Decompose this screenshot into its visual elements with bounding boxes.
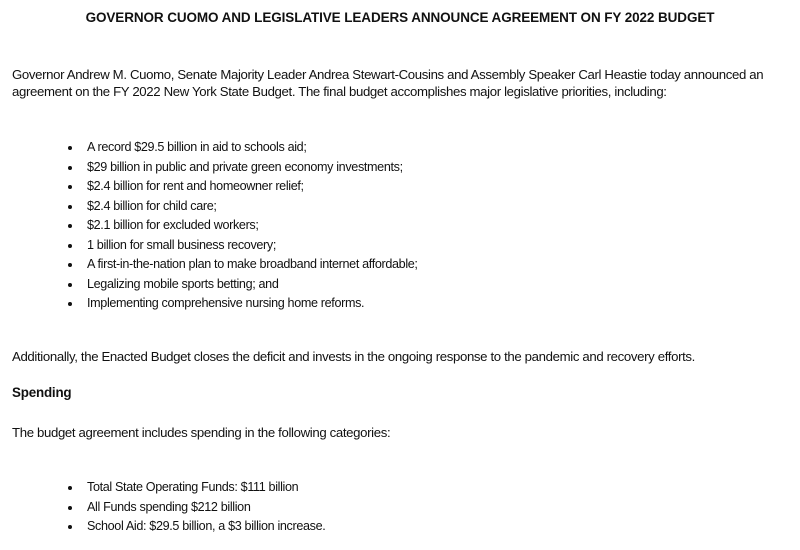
additionally-paragraph: Additionally, the Enacted Budget closes the deficit and invests in the ongoing response to the pandemic and recovery efforts. bbox=[12, 349, 695, 364]
intro-paragraph: Governor Andrew M. Cuomo, Senate Majority Leader Andrea Stewart-Cousins and Assembly Speaker Carl Heastie today announced an agreement on the FY 2022 New York State Budget. The final budget accomplishes major legislative priorities, including: bbox=[12, 67, 764, 99]
list-item: All Funds spending $212 billion bbox=[68, 498, 325, 518]
list-item: $29 billion in public and private green economy investments; bbox=[68, 158, 418, 178]
list-item: A first-in-the-nation plan to make broadband internet affordable; bbox=[68, 255, 418, 275]
spending-intro-paragraph: The budget agreement includes spending in the following categories: bbox=[12, 425, 391, 440]
spending-list bbox=[68, 478, 325, 537]
list-item: Implementing comprehensive nursing home reforms. bbox=[68, 294, 418, 314]
list-item: Legalizing mobile sports betting; and bbox=[68, 275, 418, 295]
list-item: 1 billion for small business recovery; bbox=[68, 236, 418, 256]
document-title: GOVERNOR CUOMO AND LEGISLATIVE LEADERS ANNOUNCE AGREEMENT ON FY 2022 BUDGET bbox=[85, 10, 715, 25]
list-item: A record $29.5 billion in aid to schools aid; bbox=[68, 138, 418, 158]
list-item: Total State Operating Funds: $111 billion bbox=[68, 478, 325, 498]
list-item: School Aid: $29.5 billion, a $3 billion increase. bbox=[68, 517, 325, 537]
list-item: $2.1 billion for excluded workers; bbox=[68, 216, 418, 236]
list-item: $2.4 billion for child care; bbox=[68, 197, 418, 217]
spending-heading: Spending bbox=[12, 385, 72, 400]
list-item: $2.4 billion for rent and homeowner relief; bbox=[68, 177, 418, 197]
priorities-list bbox=[68, 138, 418, 314]
